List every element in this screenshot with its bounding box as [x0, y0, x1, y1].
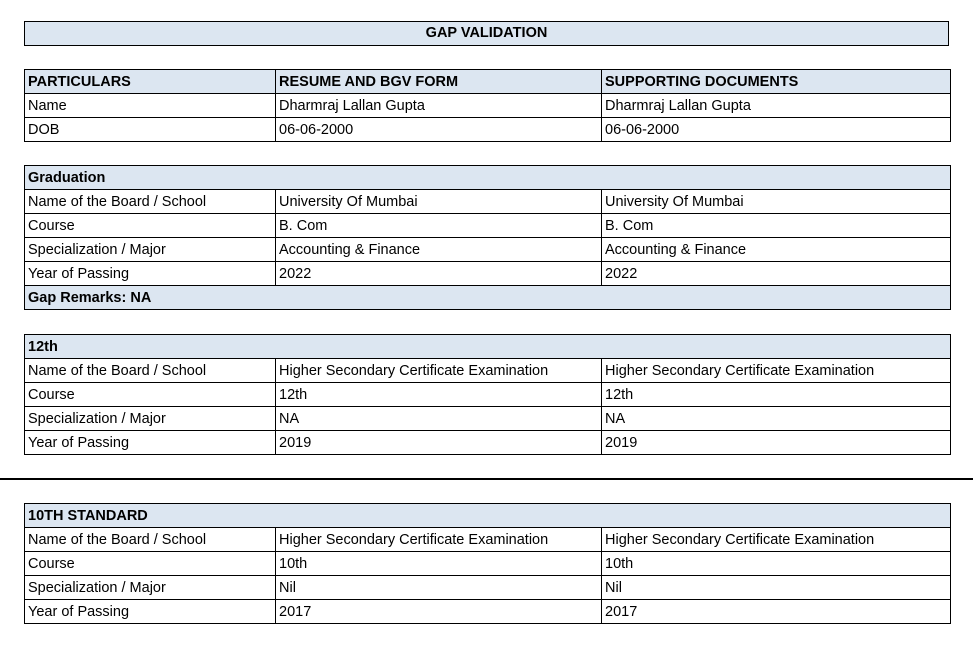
table-row: [25, 407, 951, 431]
page-break-line: [0, 478, 973, 480]
docs-value: Higher Secondary Certificate Examination: [602, 359, 951, 383]
table-row: [25, 190, 951, 214]
section-title: 10TH STANDARD: [25, 504, 951, 528]
row-label: Specialization / Major: [25, 576, 276, 600]
row-label: Name of the Board / School: [25, 190, 276, 214]
resume-value: Nil: [276, 576, 602, 600]
docs-value: B. Com: [602, 214, 951, 238]
resume-value: B. Com: [276, 214, 602, 238]
table-row: [25, 528, 951, 552]
graduation-table: [24, 165, 951, 310]
resume-value: 06-06-2000: [276, 118, 602, 142]
resume-value: Accounting & Finance: [276, 238, 602, 262]
table-row: [25, 383, 951, 407]
docs-value: NA: [602, 407, 951, 431]
header-particulars: PARTICULARS: [25, 70, 276, 94]
docs-value: 2022: [602, 262, 951, 286]
docs-value: Higher Secondary Certificate Examination: [602, 528, 951, 552]
table-row: [25, 576, 951, 600]
table-row: [25, 359, 951, 383]
header-row: [25, 70, 951, 94]
row-label: Specialization / Major: [25, 407, 276, 431]
table-row: [25, 214, 951, 238]
section-title: 12th: [25, 335, 951, 359]
table-row: [25, 262, 951, 286]
row-label: Name: [25, 94, 276, 118]
row-label: Course: [25, 214, 276, 238]
docs-value: 2017: [602, 600, 951, 624]
resume-value: Higher Secondary Certificate Examination: [276, 359, 602, 383]
resume-value: Dharmraj Lallan Gupta: [276, 94, 602, 118]
resume-value: 2022: [276, 262, 602, 286]
gap-remarks: Gap Remarks: NA: [25, 286, 951, 310]
docs-value: Accounting & Finance: [602, 238, 951, 262]
row-label: Course: [25, 552, 276, 576]
table-row: [25, 118, 951, 142]
twelfth-table: [24, 334, 951, 455]
resume-value: 2017: [276, 600, 602, 624]
section-header-row: [25, 335, 951, 359]
resume-value: Higher Secondary Certificate Examination: [276, 528, 602, 552]
row-label: Year of Passing: [25, 262, 276, 286]
table-row: [25, 431, 951, 455]
table-row: [25, 600, 951, 624]
header-supporting-docs: SUPPORTING DOCUMENTS: [602, 70, 951, 94]
remarks-row: [25, 286, 951, 310]
resume-value: 2019: [276, 431, 602, 455]
resume-value: University Of Mumbai: [276, 190, 602, 214]
tenth-table: [24, 503, 951, 624]
resume-value: 12th: [276, 383, 602, 407]
docs-value: 2019: [602, 431, 951, 455]
section-header-row: [25, 166, 951, 190]
docs-value: Nil: [602, 576, 951, 600]
table-row: [25, 94, 951, 118]
docs-value: University Of Mumbai: [602, 190, 951, 214]
row-label: Year of Passing: [25, 600, 276, 624]
section-header-row: [25, 504, 951, 528]
header-resume-bgv: RESUME AND BGV FORM: [276, 70, 602, 94]
resume-value: NA: [276, 407, 602, 431]
resume-value: 10th: [276, 552, 602, 576]
docs-value: Dharmraj Lallan Gupta: [602, 94, 951, 118]
table-row: [25, 552, 951, 576]
row-label: Name of the Board / School: [25, 359, 276, 383]
docs-value: 10th: [602, 552, 951, 576]
row-label: Course: [25, 383, 276, 407]
docs-value: 12th: [602, 383, 951, 407]
particulars-table: [24, 69, 951, 142]
section-title: Graduation: [25, 166, 951, 190]
row-label: Specialization / Major: [25, 238, 276, 262]
docs-value: 06-06-2000: [602, 118, 951, 142]
table-row: [25, 238, 951, 262]
page-title: GAP VALIDATION: [24, 21, 949, 46]
row-label: Year of Passing: [25, 431, 276, 455]
row-label: Name of the Board / School: [25, 528, 276, 552]
row-label: DOB: [25, 118, 276, 142]
